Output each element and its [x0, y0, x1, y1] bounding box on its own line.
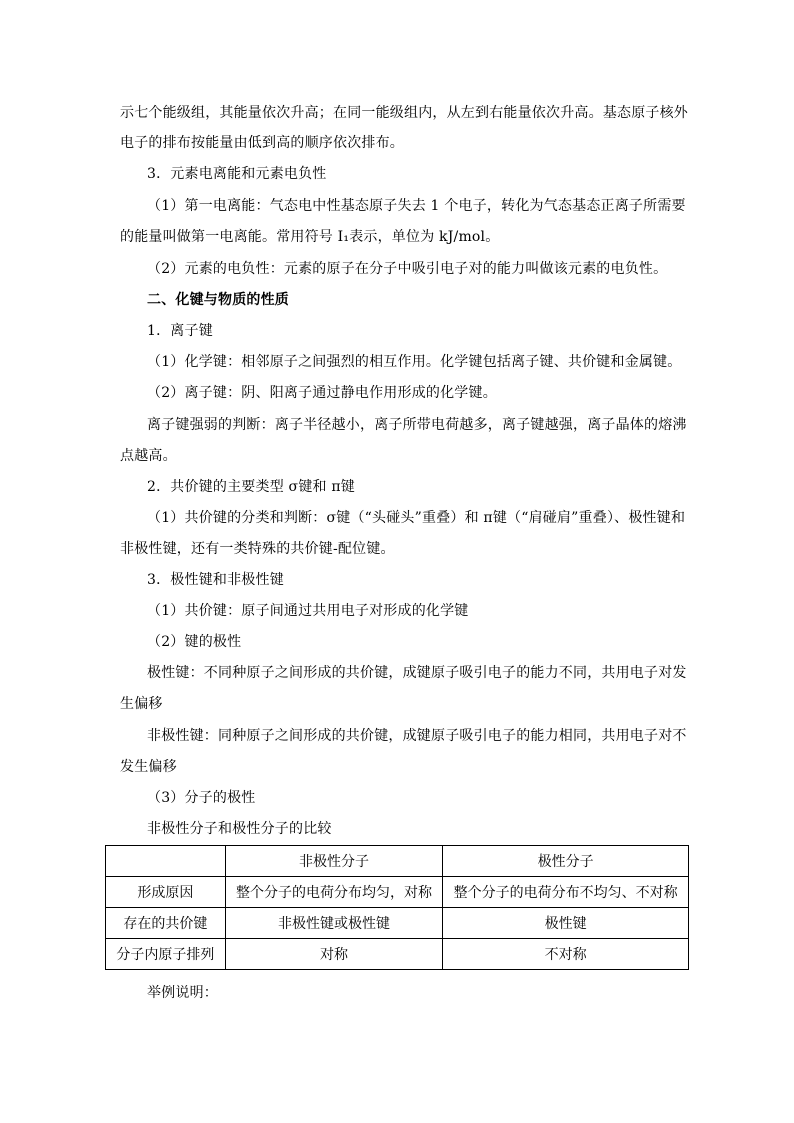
- table-header-cell: 极性分子: [443, 846, 689, 877]
- section-heading: 3．元素电离能和元素电负性: [147, 166, 327, 182]
- section-heading: 3．极性键和非极性键: [147, 572, 284, 588]
- text-line: （2）键的极性: [147, 634, 242, 650]
- text-line: 的能量叫做第一电离能。常用符号 I₁表示，单位为 kJ/mol。: [120, 229, 500, 245]
- text-line: （1）共价键的分类和判断：σ键（“头碰头”重叠）和 π键（“肩碰肩”重叠）、极性键和: [147, 510, 686, 526]
- table-cell: 非极性键或极性键: [225, 908, 443, 939]
- table-cell: 形成原因: [106, 877, 226, 908]
- text-line: 非极性键，还有一类特殊的共价键-配位键。: [120, 541, 395, 557]
- table-row: [106, 908, 689, 939]
- chapter-heading: 二、化键与物质的性质: [147, 292, 289, 308]
- table-cell: 分子内原子排列: [106, 939, 226, 970]
- text-line: （2）离子键：阴、阳离子通过静电作用形成的化学键。: [147, 385, 497, 401]
- table-cell: 对称: [225, 939, 443, 970]
- text-line: （1）共价键：原子间通过共用电子对形成的化学键: [147, 603, 469, 619]
- text-line: 离子键强弱的判断：离子半径越小，离子所带电荷越多，离子键越强，离子晶体的熔沸: [147, 417, 687, 433]
- table-cell: 不对称: [443, 939, 689, 970]
- text-line: 极性键：不同种原子之间形成的共价键，成键原子吸引电子的能力不同，共用电子对发: [147, 665, 687, 681]
- table-cell: 整个分子的电荷分布不均匀、不对称: [443, 877, 689, 908]
- table-header-row: [106, 846, 689, 877]
- table-cell: 存在的共价键: [106, 908, 226, 939]
- table-cell: 极性键: [443, 908, 689, 939]
- table-caption: 非极性分子和极性分子的比较: [147, 821, 332, 837]
- text-line: （3）分子的极性: [147, 790, 256, 806]
- table-header-cell: 非极性分子: [225, 846, 443, 877]
- text-line: 发生偏移: [120, 759, 177, 775]
- table-row: [106, 939, 689, 970]
- text-line: 举例说明：: [147, 985, 218, 1001]
- text-line: （1）化学键：相邻原子之间强烈的相互作用。化学键包括离子键、共价键和金属键。: [147, 354, 682, 370]
- comparison-table: [105, 845, 689, 970]
- table-header-cell: [106, 846, 226, 877]
- text-line: （2）元素的电负性：元素的原子在分子中吸引电子对的能力叫做该元素的电负性。: [147, 261, 668, 277]
- text-line: 非极性键：同种原子之间形成的共价键，成键原子吸引电子的能力相同，共用电子对不: [147, 728, 687, 744]
- section-heading: 2．共价键的主要类型 σ键和 π键: [147, 479, 355, 495]
- text-line: （1）第一电离能：气态电中性基态原子失去 1 个电子，转化为气态基态正离子所需要: [147, 198, 686, 214]
- text-line: 示七个能级组，其能量依次升高；在同一能级组内，从左到右能量依次升高。基态原子核外: [120, 105, 688, 121]
- text-line: 电子的排布按能量由低到高的顺序依次排布。: [120, 135, 404, 151]
- text-line: 点越高。: [120, 448, 177, 464]
- section-heading: 1．离子键: [147, 323, 213, 339]
- table-cell: 整个分子的电荷分布均匀，对称: [225, 877, 443, 908]
- text-line: 生偏移: [120, 696, 163, 712]
- table-row: [106, 877, 689, 908]
